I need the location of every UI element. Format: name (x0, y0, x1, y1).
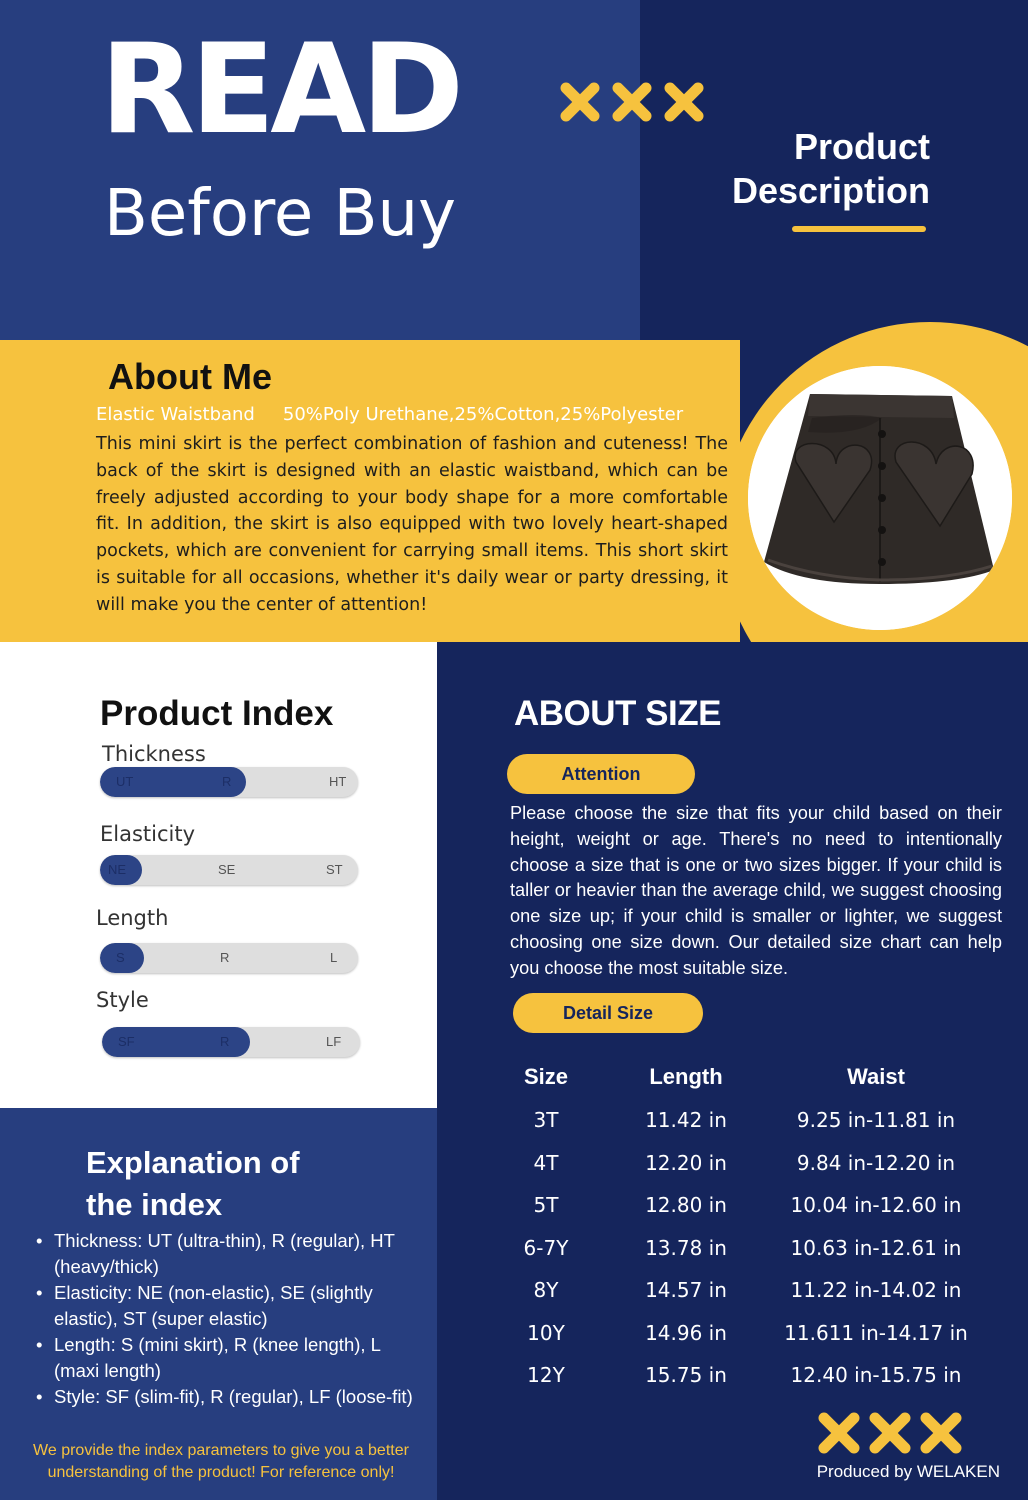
tag-elastic-waistband: Elastic Waistband (96, 404, 255, 425)
table-header-waist: Waist (847, 1064, 905, 1089)
table-cell-waist: 9.25 in-11.81 in (796, 1108, 956, 1132)
table-cell-waist: 10.04 in-12.60 in (790, 1193, 962, 1217)
table-cell-length: 13.78 in (645, 1236, 727, 1260)
attention-badge: Attention (507, 754, 695, 794)
tick-r: R (220, 950, 230, 965)
table-cell-waist: 9.84 in-12.20 in (796, 1151, 956, 1175)
headline-before-buy: Before Buy (104, 177, 456, 251)
product-description-line-1: Product (793, 126, 930, 167)
produced-by-label: Produced by WELAKEN (816, 1462, 1000, 1481)
tick-ht: HT (329, 774, 347, 789)
about-size-title: ABOUT SIZE (514, 694, 721, 733)
table-cell-waist: 12.40 in-15.75 in (790, 1363, 962, 1387)
thickness-bar (100, 767, 358, 797)
x-mark-icon (824, 1418, 854, 1448)
product-index-title: Product Index (100, 694, 334, 733)
explanation-title-line-2: the index (86, 1187, 223, 1222)
list-item: • Thickness: UT (ultra-thin), R (regular), HT (heavy/thick) (36, 1228, 426, 1280)
about-me-body: This mini skirt is the perfect combination of fashion and cuteness! The back of the skirt is designed with an elastic waistband, which can be freely adjusted according to your body shape for a more comfortable fit. In addition, the skirt is also equipped with two lovely heart-shaped pockets, which are convenient for carrying small items. This short skirt is suitable for all occasions, whether it's daily wear or party dressing, it will make you the center of attention! (96, 434, 728, 615)
description-underline (792, 226, 926, 232)
tick-ut: UT (116, 774, 134, 789)
table-header-size: Size (523, 1064, 569, 1089)
index-label-length: Length (96, 906, 169, 930)
tick-se: SE (218, 862, 236, 877)
tick-s: S (116, 950, 125, 965)
elasticity-bar (100, 855, 358, 885)
list-item: • Elasticity: NE (non-elastic), SE (slightly elastic), ST (super elastic) (36, 1280, 426, 1332)
tick-l: L (330, 950, 338, 965)
index-label-style: Style (96, 988, 149, 1012)
tick-sf: SF (118, 1034, 135, 1049)
x-marks-decoration-bottom (818, 1412, 964, 1454)
table-cell-size: 10Y (527, 1321, 565, 1345)
x-mark-icon (670, 88, 698, 116)
table-cell-length: 11.42 in (645, 1108, 727, 1132)
index-label-elasticity: Elasticity (100, 822, 196, 846)
list-item: • Style: SF (slim-fit), R (regular), LF (loose-fit) (36, 1384, 426, 1410)
about-size-body: Please choose the size that fits your child based on their height, weight or age. There's no need to intentionally choose a size that is one or two sizes bigger. If your child is taller or heavier than the average child, we suggest choosing one size up; if your child is smaller or lighter, we suggest choosing one size down. Our detailed size chart can help you choose the most suitable size. (510, 803, 1002, 978)
table-cell-size: 12Y (527, 1363, 565, 1387)
style-bar (102, 1027, 360, 1057)
table-cell-length: 15.75 in (645, 1363, 727, 1387)
table-cell-waist: 10.63 in-12.61 in (790, 1236, 962, 1260)
x-mark-icon (566, 88, 594, 116)
explanation-note: We provide the index parameters to give you a better understanding of the product! For reference only! (33, 1442, 409, 1481)
table-cell-size: 6-7Y (523, 1236, 569, 1260)
tick-st: ST (326, 862, 343, 877)
explanation-title-line-1: Explanation of (86, 1145, 300, 1180)
skirt-product-image (748, 366, 1012, 630)
x-mark-icon (618, 88, 646, 116)
explanation-list (36, 1228, 426, 1410)
table-cell-waist: 11.611 in-14.17 in (784, 1321, 968, 1345)
headline-read: READ (100, 18, 460, 162)
about-me-title: About Me (108, 356, 272, 397)
skirt-illustration (748, 366, 1012, 630)
length-bar (100, 943, 358, 973)
x-mark-icon (875, 1418, 905, 1448)
table-cell-length: 12.80 in (645, 1193, 727, 1217)
tag-material: 50%Poly Urethane,25%Cotton,25%Polyester (282, 404, 684, 425)
x-marks-decoration-top (560, 82, 706, 122)
detail-size-badge: Detail Size (513, 993, 703, 1033)
table-cell-waist: 11.22 in-14.02 in (790, 1278, 962, 1302)
list-item: • Length: S (mini skirt), R (knee length), L (maxi length) (36, 1332, 426, 1384)
product-description-line-2: Description (731, 170, 930, 211)
table-cell-size: 4T (533, 1151, 559, 1175)
product-description-heading (640, 125, 930, 213)
tick-r: R (222, 774, 232, 789)
tick-lf: LF (326, 1034, 342, 1049)
explanation-title (86, 1142, 416, 1226)
table-cell-length: 14.96 in (645, 1321, 727, 1345)
table-cell-length: 14.57 in (645, 1278, 727, 1302)
table-cell-size: 8Y (533, 1278, 559, 1302)
index-label-thickness: Thickness (102, 742, 206, 766)
table-cell-length: 12.20 in (645, 1151, 727, 1175)
table-cell-size: 3T (533, 1108, 559, 1132)
about-me-tags (96, 404, 683, 425)
tick-ne: NE (108, 862, 127, 877)
tick-r: R (220, 1034, 230, 1049)
table-cell-size: 5T (533, 1193, 559, 1217)
x-mark-icon (926, 1418, 956, 1448)
table-header-length: Length (649, 1064, 723, 1089)
